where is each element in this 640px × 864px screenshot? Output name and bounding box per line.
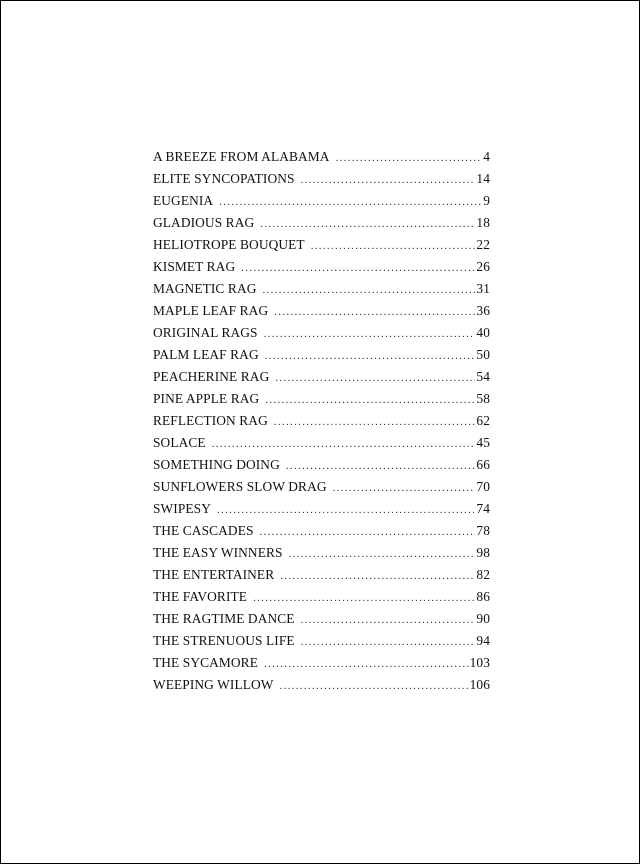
toc-entry-title: SOMETHING DOING	[153, 457, 280, 472]
dot-leader	[301, 614, 476, 626]
toc-entry-page: 36	[476, 303, 490, 318]
dot-leader	[217, 504, 475, 516]
toc-entry-title: ORIGINAL RAGS	[153, 325, 258, 340]
dot-leader	[274, 306, 475, 318]
toc-entry-title: THE FAVORITE	[153, 589, 248, 604]
toc-entry-title: HELIOTROPE BOUQUET	[153, 237, 305, 252]
dot-leader	[263, 284, 476, 296]
dot-leader	[280, 680, 469, 692]
dot-leader	[336, 152, 483, 164]
toc-entry-page: 82	[476, 567, 490, 582]
toc-entry-page: 9	[483, 193, 490, 208]
toc-entry	[153, 259, 490, 281]
toc-entry-page: 78	[476, 523, 490, 538]
dot-leader	[333, 482, 476, 494]
toc-entry-page: 90	[476, 611, 490, 626]
dot-leader	[241, 262, 475, 274]
toc-entry	[153, 545, 490, 567]
toc-entry	[153, 501, 490, 523]
toc-entry-page: 26	[476, 259, 490, 274]
toc-entry-title: THE RAGTIME DANCE	[153, 611, 295, 626]
toc-entry-title: SUNFLOWERS SLOW DRAG	[153, 479, 327, 494]
toc-entry	[153, 611, 490, 633]
toc-entry-title: SWIPESY	[153, 501, 211, 516]
toc-entry-page: 106	[469, 677, 490, 692]
table-of-contents	[153, 149, 490, 699]
toc-entry	[153, 677, 490, 699]
toc-entry	[153, 589, 490, 611]
toc-entry	[153, 347, 490, 369]
toc-entry	[153, 237, 490, 259]
toc-entry-page: 50	[476, 347, 490, 362]
toc-entry	[153, 413, 490, 435]
toc-entry	[153, 523, 490, 545]
toc-entry-title: SOLACE	[153, 435, 206, 450]
toc-entry-title: KISMET RAG	[153, 259, 236, 274]
dot-leader	[275, 372, 475, 384]
toc-entry-title: PALM LEAF RAG	[153, 347, 259, 362]
toc-entry-page: 74	[476, 501, 490, 516]
toc-entry	[153, 567, 490, 589]
toc-entry-title: PEACHERINE RAG	[153, 369, 270, 384]
dot-leader	[264, 658, 469, 670]
toc-entry	[153, 655, 490, 677]
dot-leader	[286, 460, 476, 472]
toc-entry-title: THE ENTERTAINER	[153, 567, 275, 582]
toc-entry-title: PINE APPLE RAG	[153, 391, 260, 406]
toc-entry-title: THE STRENUOUS LIFE	[153, 633, 295, 648]
toc-entry-title: THE CASCADES	[153, 523, 254, 538]
dot-leader	[212, 438, 476, 450]
toc-entry	[153, 193, 490, 215]
dot-leader	[265, 394, 475, 406]
toc-entry	[153, 633, 490, 655]
toc-entry-page: 22	[476, 237, 490, 252]
toc-entry-title: EUGENIA	[153, 193, 214, 208]
toc-entry-page: 66	[476, 457, 490, 472]
toc-entry-page: 94	[476, 633, 490, 648]
toc-entry-title: THE EASY WINNERS	[153, 545, 283, 560]
toc-entry	[153, 457, 490, 479]
toc-entry-page: 4	[483, 149, 490, 164]
toc-entry-page: 45	[476, 435, 490, 450]
toc-entry-title: ELITE SYNCOPATIONS	[153, 171, 295, 186]
dot-leader	[253, 592, 475, 604]
dot-leader	[219, 196, 482, 208]
dot-leader	[264, 328, 476, 340]
toc-entry-page: 40	[476, 325, 490, 340]
toc-entry	[153, 149, 490, 171]
toc-entry-page: 70	[476, 479, 490, 494]
dot-leader	[301, 174, 476, 186]
toc-entry	[153, 369, 490, 391]
toc-entry	[153, 391, 490, 413]
toc-entry-page: 14	[476, 171, 490, 186]
toc-entry-page: 58	[476, 391, 490, 406]
toc-entry	[153, 479, 490, 501]
dot-leader	[260, 218, 475, 230]
toc-entry-page: 18	[476, 215, 490, 230]
toc-entry-title: THE SYCAMORE	[153, 655, 258, 670]
toc-entry-title: A BREEZE FROM ALABAMA	[153, 149, 330, 164]
toc-entry-title: MAPLE LEAF RAG	[153, 303, 269, 318]
toc-entry	[153, 281, 490, 303]
toc-entry-title: REFLECTION RAG	[153, 413, 268, 428]
dot-leader	[301, 636, 476, 648]
dot-leader	[289, 548, 476, 560]
toc-entry	[153, 325, 490, 347]
toc-entry	[153, 215, 490, 237]
toc-entry-page: 62	[476, 413, 490, 428]
dot-leader	[265, 350, 476, 362]
toc-entry-title: GLADIOUS RAG	[153, 215, 255, 230]
toc-entry-title: MAGNETIC RAG	[153, 281, 257, 296]
dot-leader	[274, 416, 476, 428]
toc-entry-page: 98	[476, 545, 490, 560]
toc-entry-page: 31	[476, 281, 490, 296]
dot-leader	[311, 240, 476, 252]
toc-entry-title: WEEPING WILLOW	[153, 677, 274, 692]
dot-leader	[280, 570, 475, 582]
dot-leader	[260, 526, 476, 538]
toc-entry	[153, 435, 490, 457]
toc-entry-page: 54	[476, 369, 490, 384]
toc-entry	[153, 171, 490, 193]
toc-entry	[153, 303, 490, 325]
toc-entry-page: 103	[469, 655, 490, 670]
toc-entry-page: 86	[476, 589, 490, 604]
